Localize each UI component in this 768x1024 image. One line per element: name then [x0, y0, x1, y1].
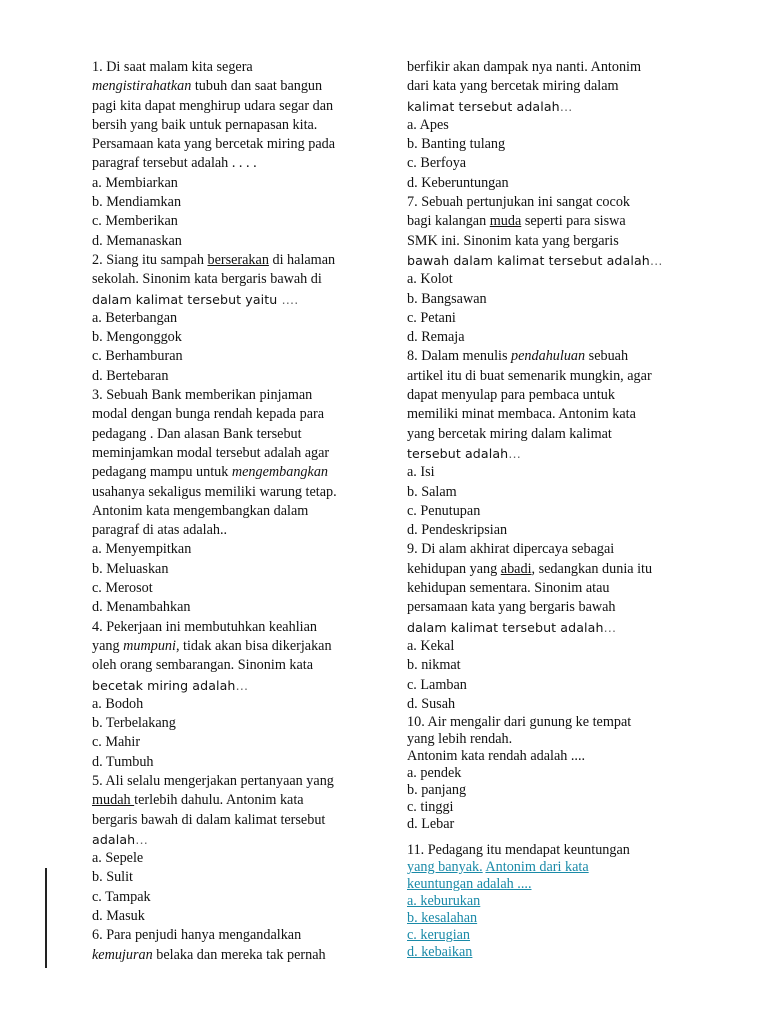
q8-line: dapat menyulap para pembaca untuk [407, 387, 615, 404]
question-8 [407, 347, 697, 540]
q1-option-b: b. Mendiamkan [92, 194, 182, 211]
spacer [407, 833, 697, 842]
ellipsis: … [508, 445, 521, 461]
q11-link[interactable]: keuntungan adalah .... [407, 876, 532, 893]
q8-line: tersebut adalah… [407, 445, 521, 461]
q2-line: dalam kalimat tersebut yaitu …. [92, 291, 299, 307]
q10-line: yang lebih rendah. [407, 731, 513, 748]
q4-line: becetak miring adalah… [92, 677, 249, 693]
q8-line: artikel itu di buat semenarik mungkin, agar [407, 367, 652, 384]
q9-line: persamaan kata yang bergaris bawah [407, 599, 616, 616]
right-column [407, 58, 697, 961]
question-4 [92, 618, 370, 772]
q9-option-b: b. nikmat [407, 657, 461, 674]
q11-line [407, 859, 697, 876]
q9-line: kehidupan yang abadi, sedangkan dunia itu [407, 560, 653, 577]
q8-italic-word: pendahuluan [511, 348, 586, 365]
q9-line: 9. Di alam akhirat dipercaya sebagai [407, 541, 615, 558]
q4-option-d: d. Tumbuh [92, 753, 154, 770]
q6-option-d: d. Keberuntungan [407, 174, 509, 191]
q10-option-b: b. panjang [407, 782, 467, 799]
q6-line: 6. Para penjudi hanya mengandalkan [92, 927, 302, 944]
q7-option-b: b. Bangsawan [407, 290, 487, 307]
q3-option-b: b. Meluaskan [92, 560, 169, 577]
question-2 [92, 251, 370, 386]
q10-option-a: a. pendek [407, 765, 462, 782]
q3-line: usahanya sekaligus memiliki warung tetap. [92, 483, 337, 500]
q9-option-d: d. Susah [407, 695, 456, 712]
question-3 [92, 386, 370, 618]
q3-line: Antonim kata mengembangkan dalam [92, 502, 309, 519]
q5-line: adalah… [92, 831, 148, 847]
q4-line: 4. Pekerjaan ini membutuhkan keahlian [92, 618, 317, 635]
q8-option-d: d. Pendeskripsian [407, 522, 508, 539]
ellipsis: … [603, 619, 617, 635]
q10-line: 10. Air mengalir dari gunung ke tempat [407, 714, 632, 731]
q11-line: 11. Pedagang itu mendapat keuntungan [407, 842, 630, 859]
q5-underlined-word: mudah [92, 792, 135, 809]
q3-line: 3. Sebuah Bank memberikan pinjaman [92, 387, 313, 404]
q5-line: mudah terlebih dahulu. Antonim kata [92, 792, 304, 809]
q3-option-a: a. Menyempitkan [92, 541, 192, 558]
q6-option-b: b. Banting tulang [407, 136, 506, 153]
q10-option-d: d. Lebar [407, 816, 455, 833]
q8-option-b: b. Salam [407, 483, 457, 500]
q4-line: yang mumpuni, tidak akan bisa dikerjakan [92, 637, 332, 654]
q7-line: bawah dalam kalimat tersebut adalah… [407, 252, 663, 268]
q9-option-c: c. Lamban [407, 676, 467, 693]
ellipsis: … [649, 252, 663, 268]
q5-line: 5. Ali selalu mengerjakan pertanyaan yang [92, 772, 334, 789]
q3-line: paragraf di atas adalah.. [92, 522, 228, 539]
q1-option-c: c. Memberikan [92, 213, 178, 230]
q8-option-a: a. Isi [407, 464, 435, 481]
ellipsis: … [135, 831, 148, 847]
q1-line: 1. Di saat malam kita segera [92, 59, 253, 75]
left-column [92, 58, 370, 965]
q4-italic-word: mumpuni [123, 637, 176, 654]
q6-option-a: a. Apes [407, 116, 449, 133]
q7-line: bagi kalangan muda seperti para siswa [407, 213, 626, 230]
q4-option-c: c. Mahir [92, 734, 141, 751]
q2-line: 2. Siang itu sampah berserakan di halaman [92, 251, 336, 268]
ellipsis: …. [277, 291, 299, 307]
question-10 [407, 714, 697, 833]
q4-option-a: a. Bodoh [92, 695, 144, 712]
q4-option-b: b. Terbelakang [92, 715, 176, 732]
q3-line: modal dengan bunga rendah kepada para [92, 406, 325, 423]
q9-line: dalam kalimat tersebut adalah… [407, 619, 617, 635]
q1-line: bersih yang baik untuk pernapasan kita. [92, 116, 318, 133]
q3-option-d: d. Menambahkan [92, 599, 191, 616]
q1-option-d: d. Memanaskan [92, 232, 182, 249]
q3-option-c: c. Merosot [92, 580, 153, 597]
margin-bar [45, 868, 47, 968]
q5-option-a: a. Sepele [92, 850, 144, 867]
q7-option-c: c. Petani [407, 309, 456, 326]
q11-option-d-link[interactable]: d. kebaikan [407, 944, 473, 961]
q7-line: 7. Sebuah pertunjukan ini sangat cocok [407, 194, 631, 211]
q7-option-a: a. Kolot [407, 271, 453, 288]
q2-option-d: d. Bertebaran [92, 367, 169, 384]
question-6-start [92, 926, 370, 965]
q5-option-d: d. Masuk [92, 908, 145, 925]
q3-line: pedagang mampu untuk mengembangkan [92, 464, 329, 481]
q1-option-a: a. Membiarkan [92, 174, 178, 191]
q9-line: kehidupan sementara. Sinonim atau [407, 580, 610, 597]
question-1 [92, 58, 370, 251]
q1-line: pagi kita dapat menghirup udara segar dan [92, 97, 334, 114]
q8-line: memiliki minat membaca. Antonim kata [407, 406, 636, 423]
q3-line: pedagang . Dan alasan Bank tersebut [92, 425, 302, 442]
q1-line: mengistirahatkan tubuh dan saat bangun [92, 78, 323, 95]
q6-line: berfikir akan dampak nya nanti. Antonim [407, 59, 642, 75]
q5-option-b: b. Sulit [92, 869, 133, 886]
q1-line: Persamaan kata yang bercetak miring pada [92, 136, 336, 153]
q1-line: paragraf tersebut adalah . . . . [92, 155, 257, 172]
q11-option-c-link[interactable]: c. kerugian [407, 927, 471, 944]
q9-underlined-word: abadi [500, 560, 532, 577]
q2-option-c: c. Berhamburan [92, 348, 183, 365]
q6-line: dari kata yang bercetak miring dalam [407, 78, 619, 95]
q3-italic-word: mengembangkan [231, 464, 329, 481]
question-5 [92, 772, 370, 926]
q11-option-b-link[interactable]: b. kesalahan [407, 910, 478, 927]
q5-option-c: c. Tampak [92, 888, 151, 905]
q6-italic-word: kemujuran [92, 946, 153, 963]
q4-line: oleh orang sembarangan. Sinonim kata [92, 657, 314, 674]
question-6-continued [407, 58, 697, 193]
q11-link[interactable]: yang banyak. [407, 859, 483, 876]
q6-option-c: c. Berfoya [407, 155, 467, 172]
q7-option-d: d. Remaja [407, 329, 465, 346]
q7-underlined-word: muda [489, 213, 522, 230]
q6-line: kemujuran belaka dan mereka tak pernah [92, 946, 326, 963]
q11-option-a-link[interactable]: a. keburukan [407, 893, 481, 910]
question-11 [407, 842, 697, 961]
q2-underlined-word: berserakan [207, 251, 269, 268]
q5-line: bergaris bawah di dalam kalimat tersebut [92, 811, 326, 828]
q10-option-c: c. tinggi [407, 799, 454, 816]
q1-italic-word: mengistirahatkan [92, 78, 192, 95]
question-7 [407, 193, 697, 347]
ellipsis: … [559, 98, 573, 114]
q3-line: meminjamkan modal tersebut adalah agar [92, 444, 330, 461]
q8-line: 8. Dalam menulis pendahuluan sebuah [407, 348, 629, 365]
q10-line: Antonim kata rendah adalah .... [407, 748, 586, 765]
q11-link[interactable]: Antonim dari kata [485, 859, 589, 876]
q7-line: SMK ini. Sinonim kata yang bergaris [407, 232, 619, 249]
ellipsis: … [235, 677, 249, 693]
q9-option-a: a. Kekal [407, 637, 455, 654]
q8-option-c: c. Penutupan [407, 502, 481, 519]
q2-line: sekolah. Sinonim kata bergaris bawah di [92, 271, 322, 288]
q2-option-b: b. Mengonggok [92, 329, 182, 346]
q8-line: yang bercetak miring dalam kalimat [407, 425, 612, 442]
q2-option-a: a. Beterbangan [92, 309, 178, 326]
question-9 [407, 540, 697, 714]
q6-line: kalimat tersebut adalah… [407, 98, 573, 114]
